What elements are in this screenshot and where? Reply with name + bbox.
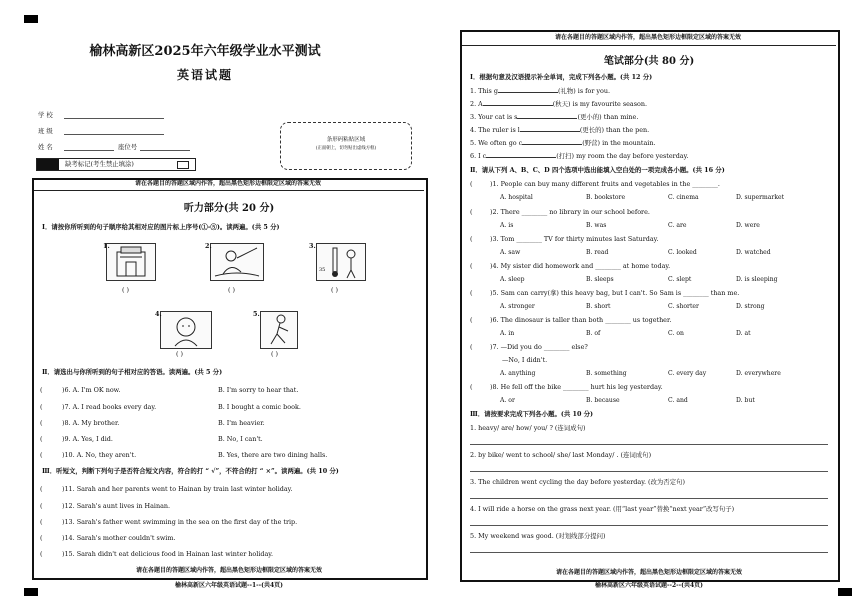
blank[interactable] xyxy=(522,144,582,145)
pic-number-1: 1. xyxy=(103,242,110,250)
picture-sick-boy xyxy=(160,311,212,349)
seat-field[interactable] xyxy=(140,150,190,151)
p1-item xyxy=(470,140,655,146)
answer-paren[interactable]: ( xyxy=(470,208,473,216)
q2-item-a: )6. A. I'm OK now. xyxy=(62,386,121,394)
answer-paren[interactable]: ( xyxy=(40,502,43,510)
bookstore-drawing xyxy=(107,244,155,280)
p1-suffix: than the pen. xyxy=(606,126,650,134)
barcode-title: 条形码粘贴区域 xyxy=(326,137,366,143)
answer-paren[interactable]: ( xyxy=(40,485,43,493)
p2-question: )4. My sister did homework and ________ at home today. xyxy=(490,262,671,270)
pic-number-3: 3. xyxy=(309,242,316,250)
absent-mark-fill xyxy=(37,159,59,170)
p2-question: )7. —Did you do ________ else? xyxy=(490,343,588,351)
name-label: 姓 名 xyxy=(38,143,53,151)
written-p3-header: Ⅲ．请按要求完成下列各小题。(共 10 分) xyxy=(470,410,594,418)
answer-paren[interactable]: ( xyxy=(470,180,473,188)
answer-line[interactable] xyxy=(470,471,828,472)
p2-option[interactable]: B. read xyxy=(586,249,609,256)
p2-question: )2. There ________ no library in our school before. xyxy=(490,208,650,216)
q2-item-b: B. No, I can't. xyxy=(218,435,263,443)
p2-option[interactable]: C. cinema xyxy=(668,194,699,201)
q2-item-a: )8. A. My brother. xyxy=(62,419,120,427)
region-warning-top: 请在各题目的答题区域内作答，超出黑色矩形边框限定区域的答案无效 xyxy=(134,180,321,187)
p2-option[interactable]: B. because xyxy=(586,397,620,404)
p1-prefix: 1. This g xyxy=(470,87,498,95)
picture-fishing xyxy=(210,243,264,281)
answer-line[interactable] xyxy=(470,498,828,499)
answer-paren[interactable]: ( xyxy=(470,262,473,270)
p2-option[interactable]: C. shorter xyxy=(668,303,699,310)
p2-option[interactable]: D. everywhere xyxy=(736,370,781,377)
p1-suffix: in the mountain. xyxy=(602,139,656,147)
listening-q2-header: Ⅱ．请选出与你所听到的句子相对应的答语。读两遍。(共 5 分) xyxy=(42,368,223,376)
blank[interactable] xyxy=(520,131,580,132)
p1-prefix: 3. Your cat is s xyxy=(470,113,518,121)
p3-item: 1. heavy/ are/ how/ you/ ? (连词成句) xyxy=(470,424,586,432)
q3-item: )11. Sarah and her parents went to Hainan by train last winter holiday. xyxy=(62,485,293,493)
p1-suffix: is for you. xyxy=(577,87,611,95)
p1-item xyxy=(470,101,647,107)
p2-option[interactable]: C. looked xyxy=(668,249,697,256)
p1-hint: (野营) xyxy=(582,139,601,147)
running-drawing xyxy=(261,312,297,348)
p2-option[interactable]: B. bookstore xyxy=(586,194,626,201)
p1-suffix: my room the day before yesterday. xyxy=(576,152,689,160)
p1-item xyxy=(470,127,649,133)
p2-option[interactable]: B. sleeps xyxy=(586,276,614,283)
school-field[interactable] xyxy=(64,118,164,119)
p2-option[interactable]: A. saw xyxy=(500,249,521,256)
p2-option[interactable]: D. is sleeping xyxy=(736,276,778,283)
p3-item: 2. by bike/ went to school/ she/ last Monday/ . (连词成句) xyxy=(470,451,652,459)
answer-paren[interactable]: ( xyxy=(40,419,43,427)
blank[interactable] xyxy=(483,105,553,106)
class-field[interactable] xyxy=(64,134,164,135)
blank[interactable] xyxy=(498,92,558,93)
region-warning-bottom: 请在各题目的答题区域内作答，超出黑色矩形边框限定区域的答案无效 xyxy=(555,569,742,576)
p2-question: )1. People can buy many different fruits and vegetables in the ________. xyxy=(490,180,720,188)
picture-running xyxy=(260,311,298,349)
picture-bookstore xyxy=(106,243,156,281)
region-warning-bottom: 请在各题目的答题区域内作答，超出黑色矩形边框限定区域的答案无效 xyxy=(135,567,322,574)
p1-suffix: than mine. xyxy=(603,113,639,121)
p1-item xyxy=(470,114,638,120)
p2-option[interactable]: B. was xyxy=(586,222,607,229)
p2-question: )3. Tom ________ TV for thirty minutes last Saturday. xyxy=(490,235,659,243)
answer-paren[interactable]: ( xyxy=(470,343,473,351)
answer-paren-3[interactable]: ( ) xyxy=(331,286,339,294)
q2-item-a: )9. A. Yes, I did. xyxy=(62,435,113,443)
answer-paren-4[interactable]: ( ) xyxy=(176,350,184,358)
answer-line[interactable] xyxy=(470,525,828,526)
q3-item: )12. Sarah's aunt lives in Hainan. xyxy=(62,502,171,510)
pic-number-5: 5. xyxy=(253,310,260,318)
name-field[interactable] xyxy=(64,150,114,151)
p2-option[interactable]: B. something xyxy=(586,370,627,377)
barcode-area xyxy=(280,122,412,170)
answer-paren-5[interactable]: ( ) xyxy=(271,350,279,358)
p2-option[interactable]: D. strong xyxy=(736,303,765,310)
p2-option[interactable]: C. and xyxy=(668,397,688,404)
answer-paren[interactable]: ( xyxy=(40,451,43,459)
picture-thermometer xyxy=(316,243,366,281)
p3-item: 5. My weekend was good. (对划线部分提问) xyxy=(470,532,606,540)
q2-item-a: )7. A. I read books every day. xyxy=(62,403,157,411)
page-footer: 榆林高新区六年级英语试题--1--(共4页) xyxy=(175,582,283,589)
q2-item-b: B. Yes, there are two dining halls. xyxy=(218,451,328,459)
p2-question: )5. Sam can carry(拿) this heavy bag, but I can't. So Sam is ________ than me. xyxy=(490,289,740,297)
answer-paren-2[interactable]: ( ) xyxy=(228,286,236,294)
region-warning-top: 请在各题目的答题区域内作答，超出黑色矩形边框限定区域的答案无效 xyxy=(554,34,741,41)
written-p2-header: Ⅱ．请从下列 A、B、C、D 四个选项中选出能填入空白处的一项完成各小题。(共 16 分) xyxy=(470,166,725,174)
barcode-note: (正面朝上，切勿贴出虚线方框) xyxy=(315,146,377,151)
answer-paren[interactable]: ( xyxy=(40,403,43,411)
class-label: 班 级 xyxy=(38,127,53,135)
q3-item: )13. Sarah's father went swimming in the sea on the first day of the trip. xyxy=(62,518,298,526)
p2-option[interactable]: A. or xyxy=(500,397,515,404)
p2-option[interactable]: A. anything xyxy=(500,370,536,377)
p2-option[interactable]: D. watched xyxy=(736,249,771,256)
fishing-drawing xyxy=(211,244,263,280)
absent-mark-box xyxy=(36,158,196,171)
answer-paren[interactable]: ( xyxy=(470,383,473,391)
p1-hint: (秋天) xyxy=(552,100,571,108)
written-section-title: 笔试部分(共 80 分) xyxy=(603,56,695,67)
written-p1-header: I．根据句意及汉语提示补全单词，完成下列各小题。(共 12 分) xyxy=(470,73,653,81)
seat-label: 座位号 xyxy=(118,143,138,151)
p3-item: 3. The children went cycling the day before yesterday. (改为否定句) xyxy=(470,478,685,486)
answer-paren[interactable]: ( xyxy=(40,534,43,542)
p2-option[interactable]: C. every day xyxy=(668,370,707,377)
p2-question: )6. The dinosaur is taller than both ________ us together. xyxy=(490,316,672,324)
absent-label: 缺考标记(考生禁止填涂) xyxy=(65,160,134,168)
answer-paren[interactable]: ( xyxy=(470,289,473,297)
p1-hint: (更小的) xyxy=(577,113,602,121)
p2-option[interactable]: C. on xyxy=(668,330,684,337)
answer-paren[interactable]: ( xyxy=(40,435,43,443)
listening-q3-header: Ⅲ．听短文，判断下列句子是否符合短文内容，符合的打 “ √”，不符合的打 “ ×”。读两遍。(共 10 分) xyxy=(42,467,339,475)
answer-paren[interactable]: ( xyxy=(40,550,43,558)
q3-item: )15. Sarah didn't eat delicious food in Hainan last winter holiday. xyxy=(62,550,274,558)
answer-line[interactable] xyxy=(470,444,828,445)
listening-section-title: 听力部分(共 20 分) xyxy=(183,203,275,214)
sick-boy-drawing xyxy=(161,312,211,348)
p2-option[interactable]: D. were xyxy=(736,222,760,229)
thermometer-drawing xyxy=(317,244,365,280)
exam-subtitle: 英语试题 xyxy=(176,68,233,82)
answer-paren[interactable]: ( xyxy=(470,316,473,324)
q3-item: )14. Sarah's mother couldn't swim. xyxy=(62,534,176,542)
p3-item: 4. I will ride a horse on the grass next year. (用“last year”替换“next year”改写句子) xyxy=(470,505,735,513)
p1-prefix: 4. The ruler is l xyxy=(470,126,520,134)
p2-option[interactable]: A. hospital xyxy=(500,194,533,201)
p1-prefix: 6. I c xyxy=(470,152,487,160)
alignment-mark xyxy=(24,15,38,23)
divider xyxy=(34,190,424,191)
p2-option[interactable]: A. stronger xyxy=(500,303,535,310)
school-label: 学 校 xyxy=(38,111,53,119)
q2-item-b: B. I'm sorry to hear that. xyxy=(218,386,299,394)
p1-hint: (打扫) xyxy=(556,152,575,160)
p2-option[interactable]: C. slept xyxy=(668,276,692,283)
p2-option[interactable]: B. of xyxy=(586,330,601,337)
pic-number-2: 2. xyxy=(205,242,212,250)
listening-q1-header: I．请按你所听到的句子顺序给其相对应的图片标上序号(①-⑤)。读两遍。(共 5 分) xyxy=(42,223,280,231)
alignment-mark xyxy=(24,588,38,596)
p2-option[interactable]: D. at xyxy=(736,330,751,337)
p2-option[interactable]: B. short xyxy=(586,303,611,310)
p1-hint: (更长的) xyxy=(579,126,604,134)
temp-label: 35 xyxy=(319,267,326,273)
p2-option[interactable]: A. in xyxy=(500,330,515,337)
pic-number-4: 4. xyxy=(155,310,162,318)
p2-option[interactable]: A. sleep xyxy=(500,276,525,283)
p1-item xyxy=(470,153,688,159)
p1-suffix: is my favourite season. xyxy=(572,100,648,108)
p2-option[interactable]: A. is xyxy=(500,222,514,229)
p1-hint: (礼物) xyxy=(557,87,576,95)
p1-prefix: 2. A xyxy=(470,100,483,108)
q2-item-b: B. I bought a comic book. xyxy=(218,403,301,411)
alignment-mark xyxy=(838,588,852,596)
absent-checkbox[interactable] xyxy=(177,161,189,169)
blank[interactable] xyxy=(517,118,577,119)
answer-line[interactable] xyxy=(470,552,828,553)
p1-prefix: 5. We often go c xyxy=(470,139,523,147)
p2-option[interactable]: C. are xyxy=(668,222,687,229)
q2-item-b: B. I'm heavier. xyxy=(218,419,265,427)
p2-option[interactable]: D. but xyxy=(736,397,755,404)
p2-option[interactable]: D. supermarket xyxy=(736,194,785,201)
answer-paren[interactable]: ( xyxy=(40,518,43,526)
page-footer: 榆林高新区六年级英语试题--2--(共4页) xyxy=(595,582,703,589)
answer-paren[interactable]: ( xyxy=(40,386,43,394)
p2-question: )8. He fell off the bike ________ hurt his leg yesterday. xyxy=(490,383,663,391)
blank[interactable] xyxy=(486,157,556,158)
exam-title: 榆林高新区2025年六年级学业水平测试 xyxy=(89,44,321,59)
answer-paren[interactable]: ( xyxy=(470,235,473,243)
divider xyxy=(462,45,836,46)
answer-paren-1[interactable]: ( ) xyxy=(122,286,130,294)
q2-item-a: )10. A. No, they aren't. xyxy=(62,451,137,459)
p2-subline: —No, I didn't. xyxy=(502,356,548,364)
p1-item xyxy=(470,88,610,94)
